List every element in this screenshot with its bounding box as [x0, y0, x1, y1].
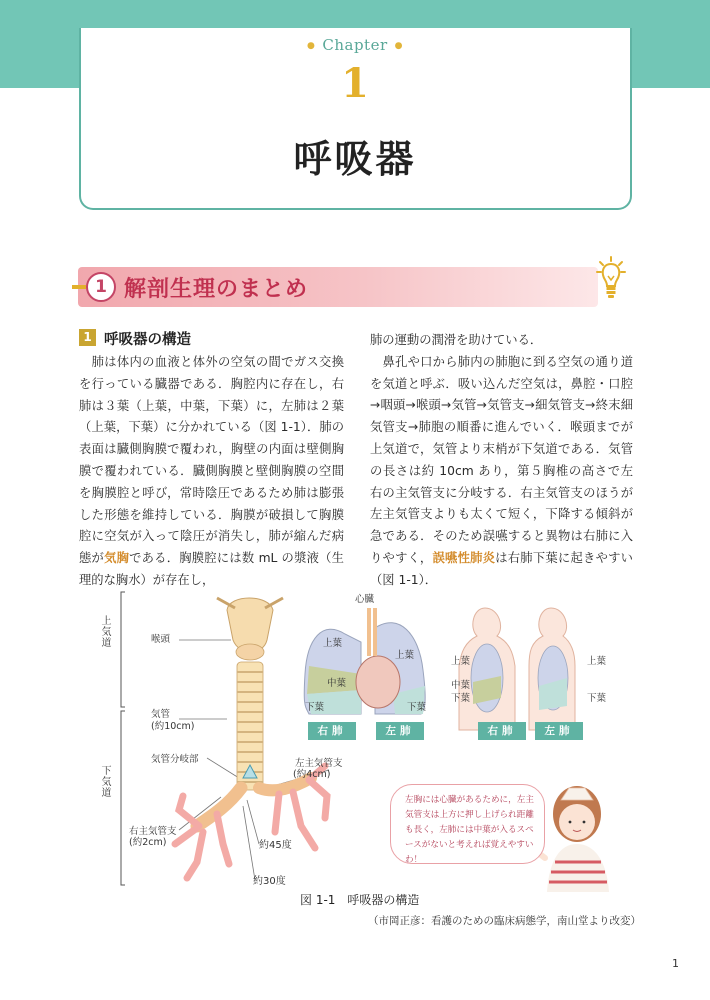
dot-icon: ●: [307, 41, 316, 51]
subsection-number: 1: [79, 329, 96, 346]
right-lung-tag: 右肺: [308, 722, 356, 740]
heart-label: 心臓: [355, 594, 375, 605]
angle-45-label: 約45度: [259, 840, 292, 851]
lightbulb-icon: [596, 256, 626, 302]
body-text-right: 肺の運動の潤滑を助けている． 鼻孔や口から肺内の肺胞に到る空気の通り道を気道と呼ぶ．吸い込んだ空気は，鼻腔・口腔→咽頭→喉頭→気管→気管支→細気管支→終末細気管支→肺胞の順番に進んでいく．喉頭までが上気道で，気管より末梢が下気道である．気管の長さは約 10cm あり，第５胸椎の高さで左右の主気管支に分岐する．右主気管支のほうが左主気管支よりも太くて短く，下降する傾斜が急である．そのため誤嚥すると異物は右肺に入りやすく，誤嚥性肺炎は右肺下葉に起きやすい（図 1-1）．: [370, 333, 633, 587]
body-text-left: 肺は体内の血液と体外の空気の間でガス交換を行っている臓器である．胸腔内に存在し，右肺は３葉（上葉，中葉，下葉）に，左肺は２葉（上葉，下葉）に分かれている（図 1-1）．肺の表面は臓側胸膜で覆われ，胸壁の内面は壁側胸膜で覆われている．臓側胸膜と壁側胸膜の空間を胸膜腔と呼び，常時陰圧であるため肺は膨張した形態を維持している．胸膜が破損して胸膜腔に空気が入って陰圧が消失し，肺が縮んだ病態が気胸である．胸膜腔には数 mL の漿液（生理的な胸水）が存在し，: [79, 355, 344, 587]
page-number: 1: [672, 957, 679, 970]
speech-bubble: 左胸には心臓があるために，左主気管支は上方に押し上げられ距離も長く，左肺には中葉が入るスペースがないと考えれば覚えやすいわ！: [390, 784, 545, 864]
right-upper-lobe-label: 上葉: [323, 638, 343, 649]
right-lower-lobe-label: 下葉: [305, 702, 325, 713]
chapter-number: 1: [341, 60, 369, 107]
keyword-highlight: 気胸: [104, 551, 130, 566]
side-right-lung-tag: 右肺: [478, 722, 526, 740]
right-main-bronchus-length: (約2cm): [129, 837, 167, 848]
angle-30-label: 約30度: [253, 876, 286, 887]
chapter-title: 呼吸器: [293, 137, 417, 181]
side-upper-lobe-label: 上葉: [451, 656, 471, 667]
left-lower-lobe-label: 下葉: [407, 702, 427, 713]
figure-respiratory: [79, 582, 639, 892]
left-main-bronchus-length: (約4cm): [293, 769, 331, 780]
keyword-highlight: 誤嚥性肺炎: [432, 550, 496, 565]
side-middle-lobe-label: 中葉: [451, 680, 471, 691]
trachea-label: 気管: [151, 709, 171, 720]
left-main-bronchus-label: 左主気管支: [295, 758, 343, 769]
bifurcation-label: 気管分岐部: [151, 754, 199, 765]
section-number: 1: [86, 272, 116, 302]
back-upper-lobe-label: 上葉: [587, 656, 607, 667]
figure-source: （市岡正彦：看護のための臨床病態学，南山堂より改変）: [368, 915, 641, 927]
back-lower-lobe-label: 下葉: [587, 693, 607, 704]
left-upper-lobe-label: 上葉: [395, 650, 415, 661]
side-lower-lobe-label: 下葉: [451, 693, 471, 704]
lower-airway-label: 下気道: [101, 766, 112, 799]
subsection-title: 呼吸器の構造: [104, 332, 191, 348]
trachea-length-label: (約10cm): [151, 721, 195, 732]
side-left-lung-tag: 左肺: [535, 722, 583, 740]
left-lung-tag: 左肺: [376, 722, 424, 740]
figure-caption: 図 1-1 呼吸器の構造: [300, 893, 420, 907]
chapter-label: ● Chapter ●: [307, 36, 403, 54]
right-main-bronchus-label: 右主気管支: [129, 826, 177, 837]
upper-airway-label: 上気道: [101, 616, 112, 649]
section-dash: [72, 285, 86, 289]
larynx-label: 喉頭: [151, 634, 171, 645]
dot-icon: ●: [394, 41, 403, 51]
section-title: 解剖生理のまとめ: [124, 277, 309, 302]
right-middle-lobe-label: 中葉: [327, 678, 347, 689]
